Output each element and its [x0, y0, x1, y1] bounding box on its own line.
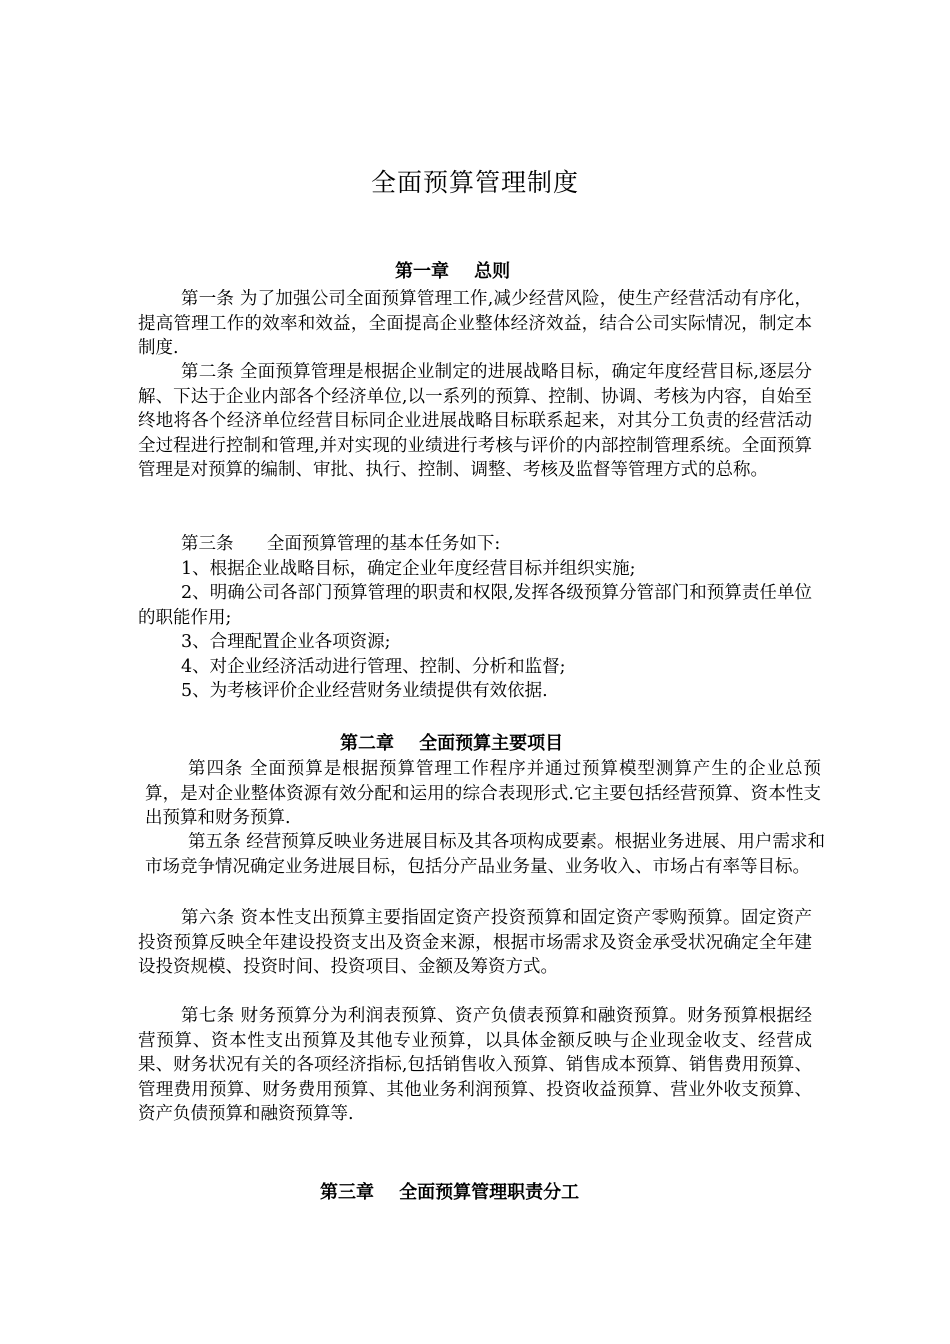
article-5: 第五条 经营预算反映业务进展目标及其各项构成要素。根据业务进展、用户需求和市场竞争情况确定业务进展目标，包括分产品业务量、业务收入、市场占有率等目标。 [145, 832, 825, 877]
article-4: 第四条 全面预算是根据预算管理工作程序并通过预算模型测算产生的企业总预算，是对企业整体资源有效分配和运用的综合表现形式.它主要包括经营预算、资本性支出预算和财务预算. [145, 759, 821, 828]
document-title: 全面预算管理制度 [370, 168, 579, 197]
article-2: 第二条 全面预算管理是根据企业制定的进展战略目标，确定年度经营目标,逐层分解、下达于企业内部各个经济单位,以一系列的预算、控制、协调、考核为内容，自始至终地将各个经济单位经营目标同企业进展战略目标联系起来，对其分工负责的经营活动全过程进行控制和管理,并对实现的业绩进行考核与评价的内部控制管理系统。全面预算管理是对预算的编制、审批、执行、控制、调整、考核及监督等管理方式的总称。 [138, 362, 812, 480]
task-item-2: 2、明确公司各部门预算管理的职责和权限,发挥各级预算分管部门和预算责任单位的职能作用; [138, 583, 812, 628]
article-3: 第三条 全面预算管理的基本任务如下: [181, 534, 501, 554]
task-item-3: 3、合理配置企业各项资源; [181, 632, 391, 652]
task-item-1: 1、根据企业战略目标，确定企业年度经营目标并组织实施; [181, 559, 636, 579]
task-item-5: 5、为考核评价企业经营财务业绩提供有效依据. [181, 681, 548, 701]
chapter-3-heading: 第三章 全面预算管理职责分工 [320, 1182, 580, 1203]
chapter-2-heading: 第二章 全面预算主要项目 [340, 733, 564, 754]
task-item-4: 4、对企业经济活动进行管理、控制、分析和监督; [181, 657, 566, 677]
article-1: 第一条 为了加强公司全面预算管理工作,减少经营风险，使生产经营活动有序化，提高管理工作的效率和效益，全面提高企业整体经济效益，结合公司实际情况，制定本制度. [138, 289, 812, 358]
article-6: 第六条 资本性支出预算主要指固定资产投资预算和固定资产零购预算。固定资产投资预算反映全年建设投资支出及资金来源，根据市场需求及资金承受状况确定全年建设投资规模、投资时间、投资项目、金额及筹资方式。 [138, 908, 812, 977]
chapter-1-heading: 第一章 总则 [395, 261, 511, 282]
article-7: 第七条 财务预算分为利润表预算、资产负债表预算和融资预算。财务预算根据经营预算、资本性支出预算及其他专业预算，以具体金额反映与企业现金收支、经营成果、财务状况有关的各项经济指标,包括销售收入预算、销售成本预算、销售费用预算、管理费用预算、财务费用预算、其他业务利润预算、投资收益预算、营业外收支预算、资产负债预算和融资预算等. [138, 1006, 812, 1124]
